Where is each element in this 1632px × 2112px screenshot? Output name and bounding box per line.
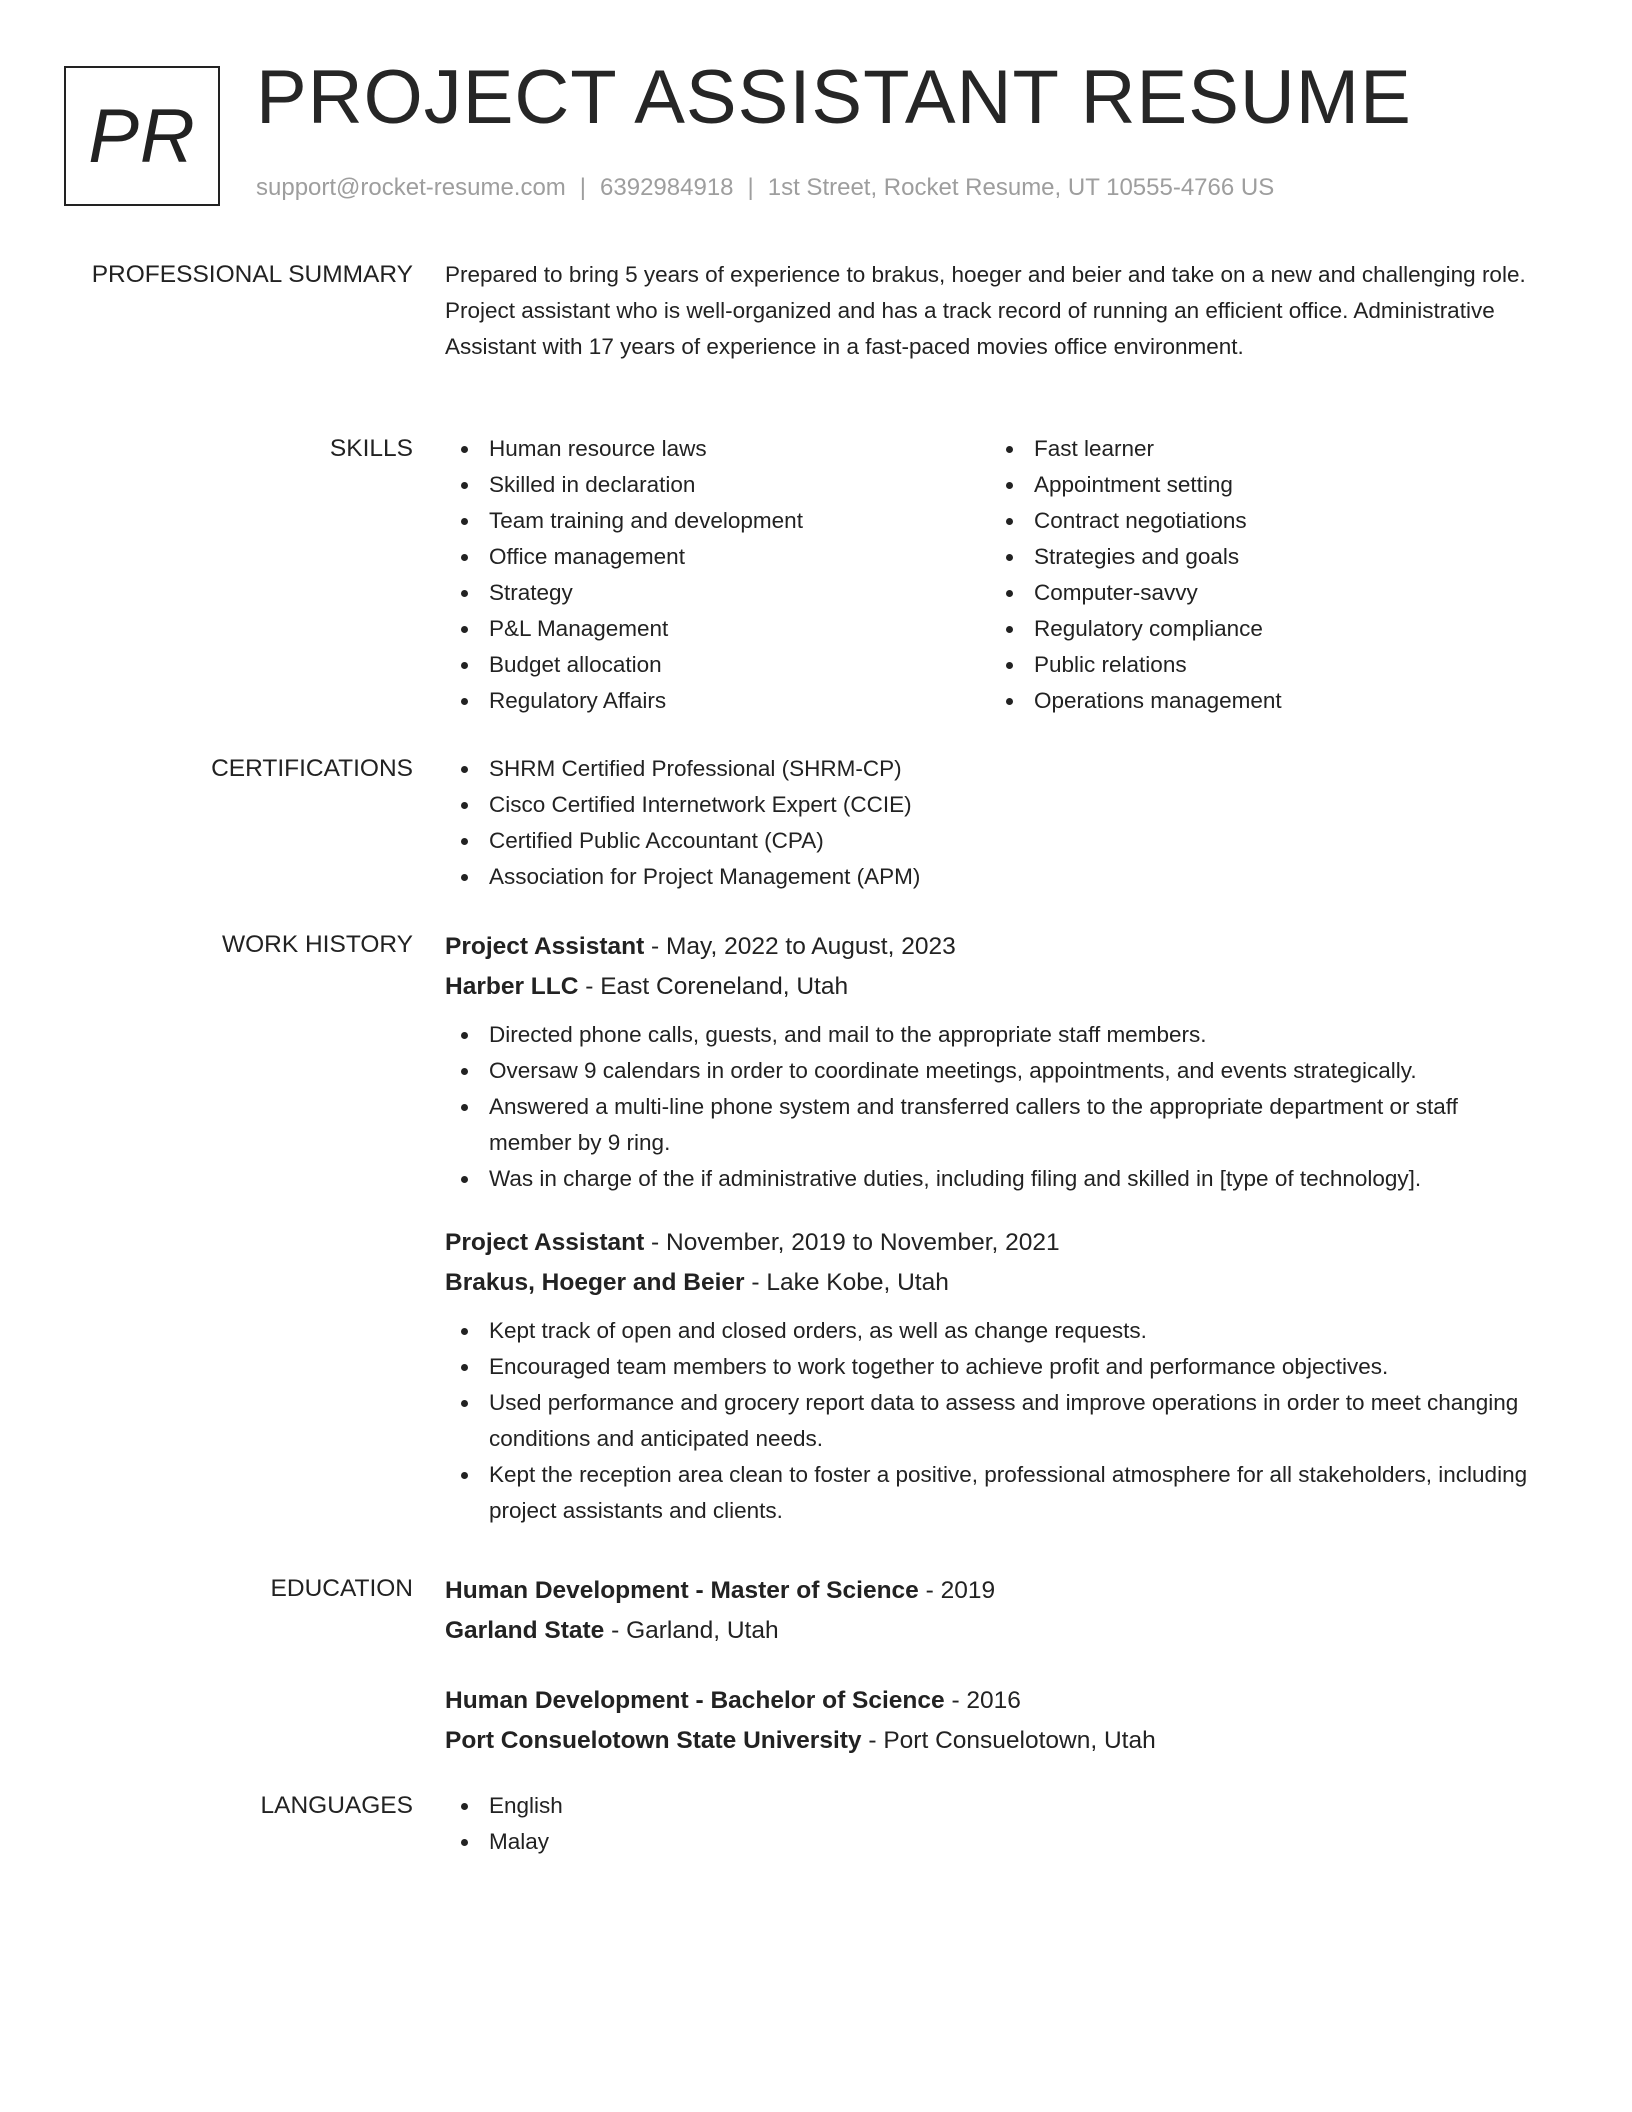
section-heading-summary: PROFESSIONAL SUMMARY [91,261,413,288]
work-body [445,927,1535,1529]
contact-line [256,174,1274,202]
job-entry [445,927,1535,1197]
education-degree-line [445,1681,1535,1721]
section-heading-work: WORK HISTORY [221,931,413,958]
job-duties-list [445,1017,1535,1197]
skill-item: Fast learner [1034,431,1535,467]
job-duty: Kept track of open and closed orders, as well as change requests. [489,1313,1535,1349]
certification-item: Certified Public Accountant (CPA) [489,823,1535,859]
section-heading-certifications: CERTIFICATIONS [211,755,413,782]
monogram-box [64,66,220,206]
certifications-body [445,751,1535,895]
education-school-line [445,1611,1535,1651]
certification-item: SHRM Certified Professional (SHRM-CP) [489,751,1535,787]
job-duty: Directed phone calls, guests, and mail to the appropriate staff members. [489,1017,1535,1053]
languages-body [445,1788,1535,1860]
education-year: - 2019 [918,1577,996,1604]
contact-separator: | [747,174,754,201]
skills-list-left [445,431,990,719]
skills-list-right [990,431,1535,719]
skill-item: Office management [489,539,990,575]
skill-item: Regulatory compliance [1034,611,1535,647]
skill-item: Strategy [489,575,990,611]
job-title-line [445,1223,1535,1263]
education-location: - Garland, Utah [604,1617,779,1644]
language-item: Malay [489,1824,1535,1860]
language-item: English [489,1788,1535,1824]
job-company: Brakus, Hoeger and Beier [445,1269,745,1296]
section-heading-education: EDUCATION [270,1575,413,1602]
job-duties-list [445,1313,1535,1529]
contact-email[interactable]: support@rocket-resume.com [256,174,566,201]
education-body [445,1571,1535,1761]
education-entry [445,1571,1535,1651]
section-heading-skills: SKILLS [329,435,413,462]
education-degree-line [445,1571,1535,1611]
job-entry [445,1223,1535,1529]
skill-item: Contract negotiations [1034,503,1535,539]
contact-address: 1st Street, Rocket Resume, UT 10555-4766 US [767,174,1275,201]
skill-item: Computer-savvy [1034,575,1535,611]
section-heading-languages: LANGUAGES [260,1792,413,1819]
job-location: - East Coreneland, Utah [578,973,849,1000]
skill-item: Regulatory Affairs [489,683,990,719]
job-duty: Oversaw 9 calendars in order to coordinate meetings, appointments, and events strategically. [489,1053,1535,1089]
certification-item: Cisco Certified Internetwork Expert (CCIE) [489,787,1535,823]
job-title-line [445,927,1535,967]
job-dates: - May, 2022 to August, 2023 [644,933,956,960]
skill-item: Operations management [1034,683,1535,719]
summary-text: Prepared to bring 5 years of experience to brakus, hoeger and beier and take on a new and challenging role. Project assistant who is well-organized and has a track record of running an efficient office. Administrative Assistant with 17 years of experience in a fast-paced movies office environment. [445,262,1526,359]
job-title: Project Assistant [445,1229,645,1256]
job-duty: Encouraged team members to work together to achieve profit and performance objectives. [489,1349,1535,1385]
resume-title: PROJECT ASSISTANT RESUME [256,55,1412,140]
monogram-initials: PR [88,93,196,179]
skill-item: Appointment setting [1034,467,1535,503]
contact-separator: | [579,174,587,201]
job-duty: Was in charge of the if administrative duties, including filing and skilled in [type of technology]. [489,1161,1535,1197]
job-duty: Kept the reception area clean to foster a positive, professional atmosphere for all stakeholders, including project assistants and clients. [489,1457,1535,1529]
education-year: - 2016 [944,1687,1021,1714]
job-company-line [445,1263,1535,1303]
education-degree: Human Development - Bachelor of Science [445,1687,945,1714]
skill-item: P&L Management [489,611,990,647]
job-duty: Answered a multi-line phone system and transferred callers to the appropriate department or staff member by 9 ring. [489,1089,1535,1161]
skill-item: Public relations [1034,647,1535,683]
certifications-list [445,751,1535,895]
education-school-line [445,1721,1535,1761]
education-entry [445,1681,1535,1761]
languages-list [445,1788,1535,1860]
job-company-line [445,967,1535,1007]
education-degree: Human Development - Master of Science [445,1577,919,1604]
skill-item: Team training and development [489,503,990,539]
job-dates: - November, 2019 to November, 2021 [644,1229,1060,1256]
education-location: - Port Consuelotown, Utah [861,1727,1156,1754]
education-school: Garland State [445,1617,605,1644]
skill-item: Budget allocation [489,647,990,683]
skill-item: Strategies and goals [1034,539,1535,575]
skills-columns [445,431,1535,719]
certification-item: Association for Project Management (APM) [489,859,1535,895]
job-company: Harber LLC [445,973,579,1000]
contact-phone[interactable]: 6392984918 [600,174,734,201]
job-title: Project Assistant [445,933,645,960]
skill-item: Human resource laws [489,431,990,467]
job-duty: Used performance and grocery report data to assess and improve operations in order to meet changing conditions and anticipated needs. [489,1385,1535,1457]
education-school: Port Consuelotown State University [445,1727,862,1754]
job-location: - Lake Kobe, Utah [744,1269,949,1296]
skill-item: Skilled in declaration [489,467,990,503]
